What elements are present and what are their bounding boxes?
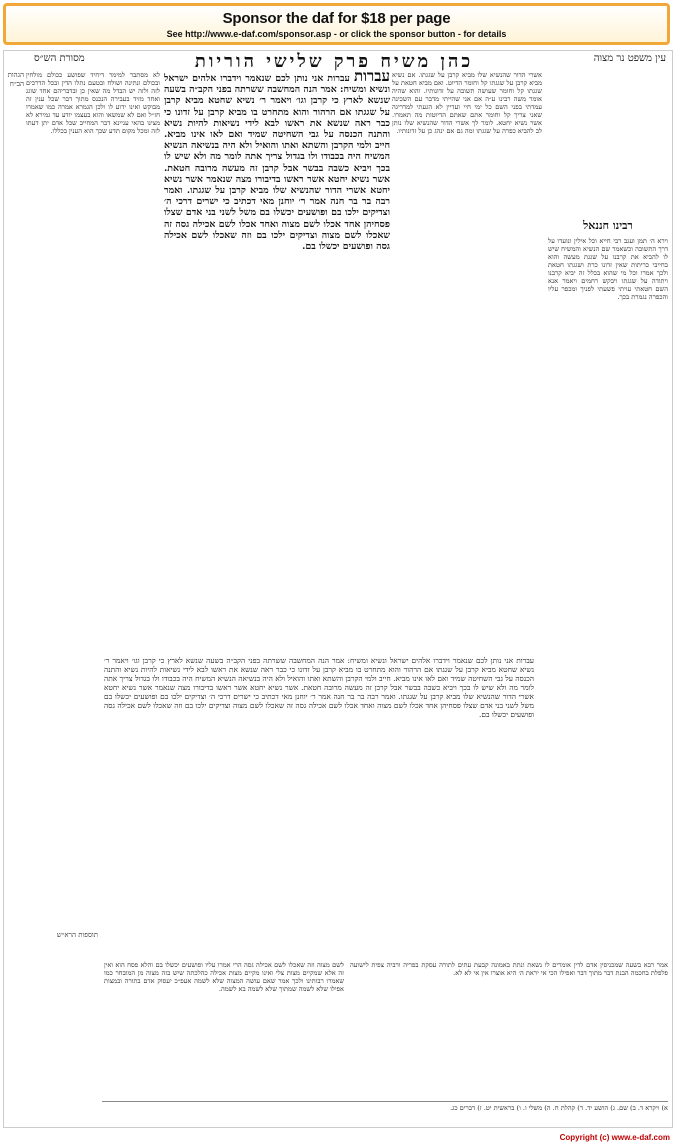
sponsor-title[interactable]: Sponsor the daf for $18 per page (222, 10, 451, 27)
masoret-header: מסורת הש״ס (34, 53, 85, 64)
right-commentary: וירא ה׳ תמן ועגב רבי חייא וכל אילין ונועדו על דרך התשובה וכשאמר שם הנשיא והמשיח שיש לו להביא את קרבנו על שגגת מעשה והוא בחייבי כריתות שאין זדונו כרת ושגגתו חטאת ולכך אמרו וכל מי שהוא בכלל זה יביא קרבנו ויתודה על שגגתו ויבקש רחמים ויאמר אנא השם חטאתי עויתי פשעתי לפניך ומכפר עליו והכפרה נגמרת בכך. (548, 237, 668, 301)
ein-mishpat-header: עין משפט נר מצוה (593, 53, 666, 64)
gemara-continuation: עברות אני נותן לכם שנאמר וידברו אלהים ישראל ונשיא ומשיח: אמר הנה המחשבה ששרתה בפני הקב״ה בשעה שנשא לארץ כי קרבן וגו׳ ויאמר ר׳ נשיא שחטא מביא קרבן על שגגתו אם הרהור והוא מתחרט בו מביא קרבן על זדונו כי כבר ראה שנשא את ראשו לבא לידי נשיאות להיות נשיא והתנה הכנסה על גבי השחיטה שמיד ואם לאו אינו מביא. חייב ולמי הקרבן והשתא ואתו והואיל ולא היה בנשיאה הנשיא המשיח היה בכבודו ולו בגדול צריך אתה לומר מה ולא שיש לו בכך ויביא כשבה בבשר אבל קרבן זה מעשה מרובה חטאת. אשר נשיא יחטא אשר ראשו בדיבורו מצה שנאמר אשר נשיא יחטא אשרי הדור שהנשיא שלו מביא קרבן על שגגתו. ואמר רבה בר בר חנה אמר ר׳ יוחנן מאי דכתיב כי ישרים דרכי ה׳ וצדיקים ילכו בם ופושעים יכשלו בם משל לשני בני אדם שצלו פסחיהן אחד אכלו לשם מצוה ואחד אכלו לשם אכילה גסה זה שאכלו לשם מצוה וצדיקים ילכו בם וזה שאכלו לשם אכילה גסה ופושעים יכשלו בם. (104, 656, 534, 719)
bottom-left-commentary: לשם מצוה וזה שאכלו לשם אכילה גסה הרי אמרו עליו ופושעים יכשלו בם והלא פסח הוא ואין זה אלא שמקיים מצות צלי ואינו מקיים מצות אכילה כהלכתה שיש בזה מצוה מן המובחר כמו שאמרו רבותינו ולכך אמר שאם עושה המצוה שלא לשמה אעפ״כ יעסוק אדם בתורה ובמצות אפילו שלא לשמה שמתוך שלא לשמה בא לשמה. (104, 961, 344, 993)
left-commentary: לא מסתבר למימר דיחיד שפושע ככולם מולחין ובכולם ונתינה ושולח ובטעם נתלו הדין ובכל הדרכים לזה ולזה יש הבדל מה שאין כן ובדבריהם אחד שוגג ואחד מזיד בעבירה הנכנס מתוך דבר שכל ענין זה מבוקש ואינו ידוע לו ולכן הגמרא אמרה כמו שאמרו חז״ל ואם לא שמשאו והוא בעצמו יודע עד גמירא לא מצינו בהאי עניינא דבר המחייב שכל אדם יתן דעתו לזה ומכל מקום תדע שכך הוא הענין בכללו. (26, 71, 160, 135)
footnote-divider (102, 1101, 668, 1102)
gemara-body: עברות אני נותן לכם שנאמר וידברו אלהים ישראל ונשיא ומשיח: אמר הנה המחשבה ששרתה בפני הקב״ה בשעה שנשא לארץ כי קרבן וגו׳ ויאמר ר׳ נשיא שחטא מביא קרבן על שגגתו אם הרהור והוא מתחרט בו מביא קרבן על זדונו כי כבר ראה שנשא את ראשו לבא לידי נשיאות להיות נשיא והתנה הכנסה על גבי השחיטה שמיד ואם לאו אינו מביא. חייב ולמי הקרבן והשתא ואתו והואיל ולא היה בנשיאה הנשיא המשיח היה בכבודו ולו בגדול צריך אתה לומר מה ולא שיש לו בכך ויביא כשבה בבשר אבל קרבן זה מעשה מרובה חטאת. אשר נשיא יחטא אשר ראשו בדיבורו מצה שנאמר אשר נשיא יחטא אשרי הדור שהנשיא שלו מביא קרבן על שגגתו. ואמר רבה בר בר חנה אמר ר׳ יוחנן מאי דכתיב כי ישרים דרכי ה׳ וצדיקים ילכו בם ופושעים יכשלו בם משל לשני בני אדם שצלו פסחיהן אחד אכלו לשם מצוה ואחד אכלו לשם אכילה גסה זה שאכלו לשם מצוה וצדיקים ילכו בם וזה שאכלו לשם אכילה גסה ופושעים יכשלו בם. (164, 73, 390, 253)
gemara-text (164, 71, 390, 656)
rabbeinu-chananel-heading: רבינו חננאל (583, 219, 633, 232)
bottom-right-commentary: אמר רבא בשעה שמכניסין אדם לדין אומרים לו נשאת ונתת באמונה קבעת עתים לתורה עסקת בפריה ורביה צפית לישועה פלפלת בחכמה הבנת דבר מתוך דבר ואפילו הכי אי יראת ה׳ היא אוצרו אין אי לא לא. (350, 961, 668, 977)
center-commentary: אשרי הדור שהנשיא שלו מביא קרבן על שגגתו. אם נשיא מביא קרבן על שגגתו קל וחומר הדיוט. ואם מביא חטאת על שגגתו קל וחומר שעושה תשובה על זדונותיו. והוא שהיה אומר משה רבינו ע״ה אם אני שהייתי מדבר עם השכינה עמדתי בפני השם כל ימי חיי ועדיין לא הגעתי למדריגה שאני צריך קל וחומר אתם שאתם הדיוטות מה תאמרו. אשר נשיא יחטא. לומר לך אשרי הדור שהנשיא שלו נותן לב להביא כפרה על שגגתו ומה גם אם ינהג כן על זדונותיו. (392, 71, 542, 135)
sponsor-banner[interactable] (3, 3, 670, 45)
footnotes: א) ויקרא ד. ב) שם. ג) הושע יד. ד) קהלת ח. ה) משלי ו. ו) בראשית יט. ז) דברים כג. (450, 1104, 668, 1112)
page-title: כהן משיח פרק שלישי הוריות (194, 51, 474, 72)
margin-masoret: הגהות הב״ח (7, 71, 24, 88)
sponsor-subtitle[interactable]: See http://www.e-daf.com/sponsor.asp - or click the sponsor button - for details (166, 29, 507, 39)
talmud-page (3, 50, 673, 1128)
gemara-opening-word: עברות (353, 71, 390, 85)
copyright-footer[interactable]: Copyright (c) www.e-daf.com (559, 1133, 670, 1142)
margin-tosafot-harosh: תוספות הרא״ש (56, 931, 98, 939)
